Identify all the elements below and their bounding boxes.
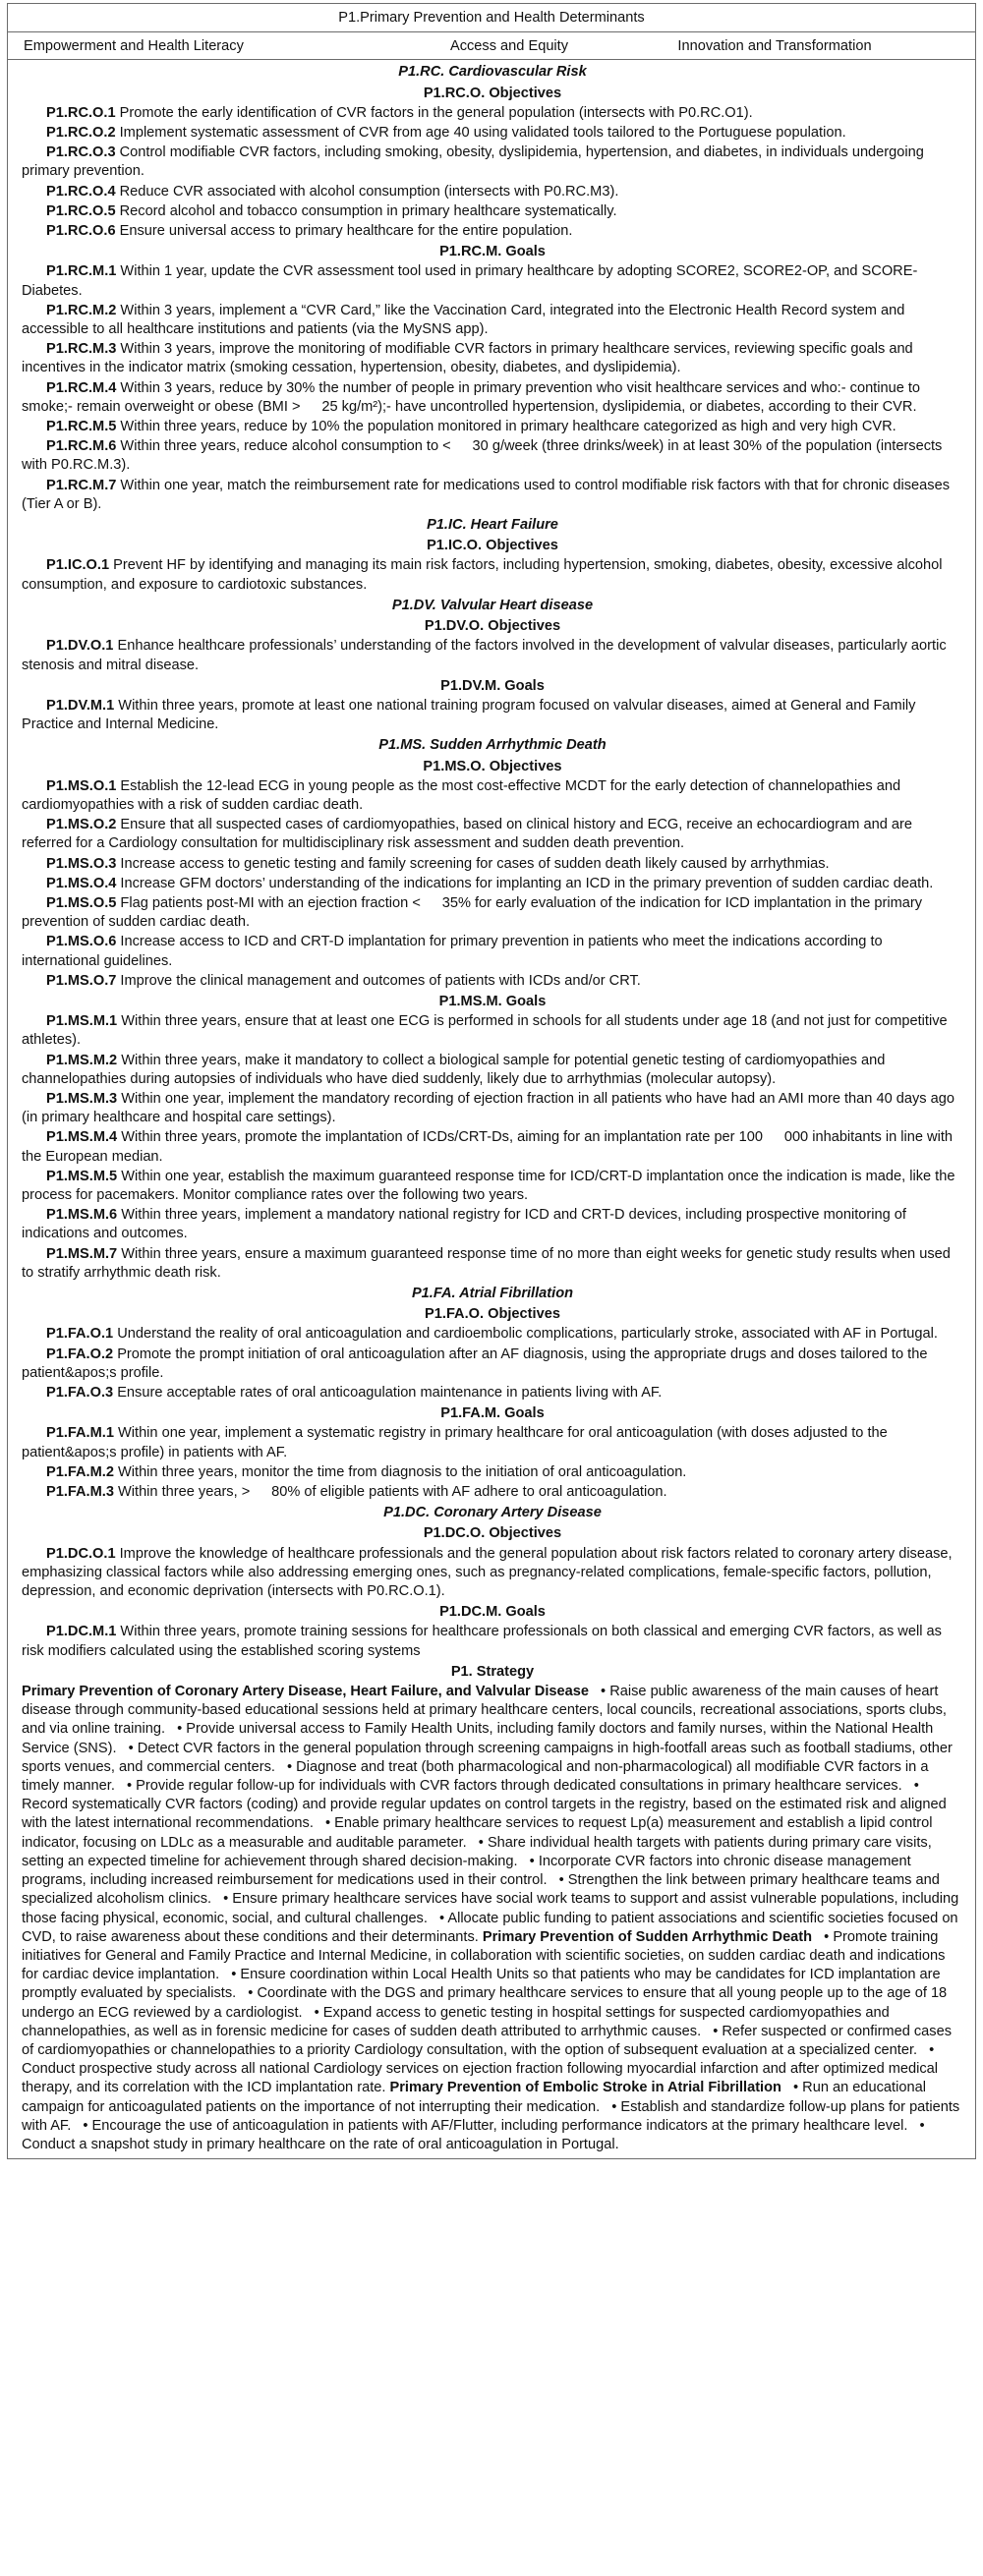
section-title: P1.DV. Valvular Heart disease xyxy=(391,597,594,613)
bullet-dot-icon: • xyxy=(529,1853,539,1869)
item-text: Increase access to genetic testing and family screening for cases of sudden death likely caused by arrhythmias. xyxy=(116,855,830,872)
bullet-text: Encourage the use of anticoagulation in patients with AF/Flutter, including performance indicators at the primary healthcare level. xyxy=(91,2117,908,2134)
bullet-text: Expand access to genetic testing in hospital settings for suspected cardiomyopathies and channelopathies, as well as in forensic medicine for cases of sudden death attributed to arrhythmic causes. xyxy=(22,2004,890,2039)
bullet-text: Ensure primary healthcare services have social work teams to support and assist vulnerable populations, including those facing physical, economic, social, and cultural challenges. xyxy=(22,1891,959,1926)
bullet-text: Allocate public funding to patient associations and scientific societies focused on CVD, to raise awareness about these conditions and their determinants. xyxy=(22,1910,958,1945)
item-code: P1.RC.O.2 xyxy=(46,125,116,142)
item-text: Control modifiable CVR factors, including smoking, obesity, dyslipidemia, hypertension, and diabetes, in individuals undergoing primary prevention. xyxy=(22,144,924,180)
section-title: P1.DC. Coronary Artery Disease xyxy=(383,1505,602,1521)
item-code: P1.IC.O.1 xyxy=(46,557,110,574)
list-item xyxy=(22,1128,963,1166)
item-text: Within 3 years, implement a “CVR Card,” like the Vaccination Card, integrated into the Electronic Health Record system and accessible to all healthcare institutions and patients (via the MySNS app). xyxy=(22,302,905,338)
subsection-heading: P1.FA.O. Objectives xyxy=(425,1306,560,1323)
item-code: P1.RC.M.1 xyxy=(46,263,117,280)
bullet-dot-icon: • xyxy=(601,1684,610,1700)
item-code: P1.MS.M.2 xyxy=(46,1052,118,1068)
bullet-dot-icon: • xyxy=(287,1758,297,1775)
item-code: P1.FA.M.3 xyxy=(46,1484,114,1501)
item-code: P1.RC.O.5 xyxy=(46,202,116,219)
item-text: Implement systematic assessment of CVR from age 40 using validated tools tailored to the Portuguese population. xyxy=(115,125,846,142)
list-item xyxy=(22,556,963,594)
item-text: Within three years, reduce alcohol consumption to < 30 g/week (three drinks/week) in at least 30% of the population (intersects with P0.RC.M.3). xyxy=(22,438,943,474)
item-text: Flag patients post-MI with an ejection fraction < 35% for early evaluation of the indication for ICD implantation in the primary prevention of sudden cardiac death. xyxy=(22,894,923,931)
item-code: P1.MS.M.3 xyxy=(46,1090,118,1107)
strategy-block-title: Primary Prevention of Embolic Stroke in Atrial Fibrillation xyxy=(389,2080,781,2096)
list-item xyxy=(22,143,963,181)
item-code: P1.MS.O.1 xyxy=(46,777,117,794)
item-text: Increase access to ICD and CRT-D implantation for primary prevention in patients who meet the indications according to international guidelines. xyxy=(22,934,883,969)
item-text: Within 3 years, reduce by 30% the number of people in primary prevention who visit healthcare services and who:- continue to smoke;- remain overweight or obese (BMI > 25 kg/m²);- have uncontrolled hypertension, dyslipidemia, or diabetes, according to their CVR. xyxy=(22,379,921,415)
list-item xyxy=(22,1168,963,1205)
item-code: P1.RC.O.3 xyxy=(46,144,116,161)
item-code: P1.RC.M.5 xyxy=(46,419,117,435)
section-title: P1.MS. Sudden Arrhythmic Death xyxy=(378,737,607,754)
bullet-text: Provide universal access to Family Health Units, including family doctors and family nurses, within the National Health Service (SNS). xyxy=(22,1721,934,1756)
item-code: P1.DV.M.1 xyxy=(46,697,115,714)
item-code: P1.MS.O.7 xyxy=(46,972,117,989)
list-item xyxy=(22,124,963,143)
item-text: Within three years, promote at least one national training program focused on valvular diseases, aimed at General and Family Practice and Internal Medicine. xyxy=(22,697,916,733)
strategy-block-title: Primary Prevention of Sudden Arrhythmic Death xyxy=(482,1928,813,1945)
section-title: P1.RC. Cardiovascular Risk xyxy=(398,64,587,81)
list-item xyxy=(22,183,963,201)
item-code: P1.MS.O.3 xyxy=(46,855,117,872)
item-text: Ensure that all suspected cases of cardiomyopathies, based on clinical history and ECG, receive an echocardiogram and are referred for a Cardiology consultation for multidisciplinary risk assessment and sudden death prevention. xyxy=(22,817,912,852)
bullet-dot-icon: • xyxy=(929,2041,935,2058)
bullet-dot-icon: • xyxy=(478,1834,488,1851)
item-text: Within three years, promote the implantation of ICDs/CRT-Ds, aiming for an implantation rate per 100 000 inhabitants in line with the European median. xyxy=(22,1129,954,1165)
list-item xyxy=(22,262,963,300)
list-item xyxy=(22,972,963,991)
list-item xyxy=(22,379,963,417)
list-item xyxy=(22,1384,963,1402)
bullet-text: Diagnose and treat (both pharmacological and non-pharmacological) all modifiable CVR factors in a timely manner. xyxy=(22,1758,929,1795)
bullet-dot-icon: • xyxy=(793,2080,803,2096)
item-code: P1.MS.M.1 xyxy=(46,1013,118,1030)
list-item xyxy=(22,855,963,874)
bullet-item xyxy=(119,1778,902,1794)
bullet-text: Provide regular follow-up for individuals with CVR factors through dedicated consultations in primary healthcare services. xyxy=(136,1778,902,1795)
bullet-text: Run an educational campaign for anticoagulated patients on the importance of not interrupting their medication. xyxy=(22,2080,926,2115)
item-code: P1.FA.O.1 xyxy=(46,1326,114,1343)
list-item xyxy=(22,933,963,970)
item-text: Within three years, monitor the time from diagnosis to the initiation of oral anticoagulation. xyxy=(113,1463,687,1480)
bullet-text: Ensure coordination within Local Health Units so that patients who may be candidates for ICD implantation are promptly evaluated by specialists. xyxy=(22,1967,941,2002)
bullet-dot-icon: • xyxy=(231,1967,241,1983)
subsection-heading: P1.MS.M. Goals xyxy=(438,993,547,1009)
bullet-text: Conduct prospective study across all national Cardiology services on ejection fraction following myocardial infarction and after optimized medical therapy, and its correlation with the ICD implantation rate. xyxy=(22,2061,939,2096)
item-text: Within three years, promote training sessions for healthcare professionals on both classical and emerging CVR factors, as well as risk modifiers calculated using the established scoring systems xyxy=(22,1624,942,1659)
list-item xyxy=(22,1424,963,1461)
item-code: P1.RC.M.4 xyxy=(46,379,117,396)
bullet-text: Establish and standardize follow-up plans for patients with AF. xyxy=(22,2098,960,2134)
document-title: P1.Primary Prevention and Health Determinants xyxy=(8,4,975,32)
item-text: Promote the early identification of CVR factors in the general population (intersects with P0.RC.O1). xyxy=(115,104,753,121)
item-code: P1.MS.M.6 xyxy=(46,1207,118,1224)
list-item xyxy=(22,1090,963,1127)
strategy-block-title: Primary Prevention of Coronary Artery Disease, Heart Failure, and Valvular Disease xyxy=(22,1684,589,1700)
bullet-dot-icon: • xyxy=(223,1891,233,1908)
item-code: P1.MS.O.2 xyxy=(46,817,117,833)
list-item xyxy=(22,1545,963,1602)
strategy-paragraph xyxy=(22,1683,963,2154)
item-code: P1.RC.M.7 xyxy=(46,477,117,493)
list-item xyxy=(22,875,963,893)
item-code: P1.FA.M.1 xyxy=(46,1425,114,1442)
item-text: Within three years, ensure a maximum guaranteed response time of no more than eight weeks for genetic study results when used to stratify arrhythmic death risk. xyxy=(22,1245,951,1281)
item-text: Prevent HF by identifying and managing its main risk factors, including hypertension, smoking, diabetes, obesity, excessive alcohol consumption, and exposure to cardiotoxic substances. xyxy=(22,557,943,593)
item-text: Improve the knowledge of healthcare professionals and the general population about risk factors related to coronary artery disease, emphasizing classical factors while also addressing emerging ones, such as pregnancy-related complications, female-specific factors, pollution, depression, and economic deprivation (intersects with P0.RC.O.1). xyxy=(22,1545,953,1600)
list-item xyxy=(22,418,963,436)
document-table xyxy=(7,3,976,2159)
list-item xyxy=(22,1463,963,1482)
bullet-text: Detect CVR factors in the general population through screening campaigns in high-footfall areas such as football stadiums, other sports venues, and commercial centers. xyxy=(22,1740,953,1775)
item-code: P1.RC.M.2 xyxy=(46,302,117,318)
list-item xyxy=(22,1012,963,1050)
list-item xyxy=(22,1345,963,1383)
item-code: P1.MS.O.4 xyxy=(46,875,117,891)
item-code: P1.FA.O.2 xyxy=(46,1345,114,1362)
subsection-heading: P1.DV.M. Goals xyxy=(440,677,545,694)
bullet-dot-icon: • xyxy=(913,1778,919,1795)
item-text: Within three years, ensure that at least one ECG is performed in schools for all students under age 18 (and not just for competitive athletes). xyxy=(22,1013,948,1049)
section-title: P1.IC. Heart Failure xyxy=(427,517,558,534)
pillar-innovation: Innovation and Transformation xyxy=(677,38,872,55)
item-code: P1.MS.M.4 xyxy=(46,1129,118,1146)
bullet-text: Raise public awareness of the main causes of heart disease through community-based educational sessions held at primary healthcare centers, local councils, recreational associations, sports clubs, and via online training. xyxy=(22,1684,947,1738)
subsection-heading: P1.RC.O. Objectives xyxy=(423,85,562,101)
bullet-dot-icon: • xyxy=(713,2023,723,2039)
item-text: Within three years, make it mandatory to collect a biological sample for potential genetic testing of cardiomyopathies and channelopathies during autopsies of individuals who have died suddenly, likely due to arrhythmias (molecular autopsy). xyxy=(22,1052,886,1087)
item-code: P1.RC.O.1 xyxy=(46,104,116,121)
subsection-heading: P1.MS.O. Objectives xyxy=(423,758,562,774)
subsection-heading: P1.RC.M. Goals xyxy=(439,244,546,260)
bullet-dot-icon: • xyxy=(919,2117,925,2134)
pillar-empowerment: Empowerment and Health Literacy xyxy=(24,38,244,55)
list-item xyxy=(22,1052,963,1089)
list-item xyxy=(22,477,963,514)
item-text: Within three years, implement a mandatory national registry for ICD and CRT-D devices, including prospective monitoring of indications and outcomes. xyxy=(22,1207,906,1242)
bullet-text: Share individual health targets with patients during primary care visits, setting an expected timeline for achievement through shared decision-making. xyxy=(22,1834,932,1869)
list-item xyxy=(22,1623,963,1660)
item-code: P1.MS.M.5 xyxy=(46,1168,118,1184)
list-item xyxy=(22,894,963,932)
item-code: P1.DV.O.1 xyxy=(46,638,114,655)
bullet-dot-icon: • xyxy=(177,1721,187,1738)
item-text: Within three years, > 80% of eligible patients with AF adhere to oral anticoagulation. xyxy=(113,1484,667,1501)
bullet-text: Conduct a snapshot study in primary healthcare on the rate of oral anticoagulation in Portugal. xyxy=(22,2136,619,2152)
bullet-text: Coordinate with the DGS and primary healthcare services to ensure that all young people up to the age of 18 undergo an ECG reviewed by a cardiologist. xyxy=(22,1985,948,2021)
list-item xyxy=(22,1483,963,1502)
bullet-text: Promote training initiatives for General and Family Practice and Internal Medicine, in collaboration with scientific societies, on sudden cardiac death and indications for cardiac device implantation. xyxy=(22,1928,946,1983)
document-body xyxy=(8,60,975,2158)
item-text: Ensure acceptable rates of oral anticoagulation maintenance in patients living with AF. xyxy=(113,1385,663,1402)
list-item xyxy=(22,437,963,475)
list-item xyxy=(22,340,963,377)
subsection-heading: P1.DC.M. Goals xyxy=(439,1604,546,1621)
bullet-dot-icon: • xyxy=(128,1740,138,1756)
item-text: Within one year, establish the maximum guaranteed response time for ICD/CRT-D implantation once the indication is made, like the process for pacemakers. Monitor compliance rates over the following two years. xyxy=(22,1168,955,1203)
list-item xyxy=(22,697,963,734)
list-item xyxy=(22,202,963,221)
item-code: P1.MS.O.6 xyxy=(46,934,117,950)
list-item xyxy=(22,104,963,123)
subsection-heading: P1.DC.O. Objectives xyxy=(423,1525,562,1542)
strategy-heading: P1. Strategy xyxy=(450,1663,535,1680)
item-text: Establish the 12-lead ECG in young people as the most cost-effective MCDT for the early detection of channelopathies and cardiomyopathies with a risk of sudden cardiac death. xyxy=(22,777,901,813)
subsection-heading: P1.DV.O. Objectives xyxy=(424,618,561,635)
list-item xyxy=(22,302,963,339)
item-text: Within one year, implement a systematic registry in primary healthcare for oral anticoagulation (with doses adjusted to the patient&apos;s profile) in patients with AF. xyxy=(22,1425,888,1460)
item-code: P1.DC.M.1 xyxy=(46,1624,117,1640)
bullet-text: Record systematically CVR factors (coding) and provide regular updates on control targets in the registry, based on the estimated risk and aligned with the latest international recommendations. xyxy=(22,1797,947,1832)
item-text: Within one year, match the reimbursement rate for medications used to control modifiable risk factors with that for chronic diseases (Tier A or B). xyxy=(22,477,951,512)
list-item xyxy=(22,637,963,674)
item-text: Enhance healthcare professionals’ understanding of the factors involved in the development of valvular diseases, particularly aortic stenosis and mitral disease. xyxy=(22,638,947,673)
bullet-dot-icon: • xyxy=(248,1985,258,2002)
item-code: P1.RC.O.4 xyxy=(46,183,116,200)
list-item xyxy=(22,1245,963,1283)
bullet-dot-icon: • xyxy=(611,2098,621,2115)
bullet-dot-icon: • xyxy=(126,1778,137,1795)
bullet-text: Refer suspected or confirmed cases of cardiomyopathies or channelopathies to a priority Cardiology consultation, with the option of subsequent evaluation at a specialized center. xyxy=(22,2023,952,2058)
item-code: P1.FA.M.2 xyxy=(46,1463,114,1480)
item-text: Within 1 year, update the CVR assessment tool used in primary healthcare by adopting SCORE2, SCORE2-OP, and SCORE-Diabetes. xyxy=(22,263,918,299)
list-item xyxy=(22,777,963,815)
item-code: P1.FA.O.3 xyxy=(46,1385,114,1402)
subsection-heading: P1.IC.O. Objectives xyxy=(427,538,558,554)
bullet-item xyxy=(75,2118,907,2134)
bullet-text: Incorporate CVR factors into chronic disease management programs, including increased reimbursement for medications used in their control. xyxy=(22,1853,911,1889)
pillars-row xyxy=(8,32,975,60)
list-item xyxy=(22,1325,963,1344)
item-code: P1.DC.O.1 xyxy=(46,1545,116,1562)
item-code: P1.MS.M.7 xyxy=(46,1245,118,1262)
item-text: Understand the reality of oral anticoagulation and cardioembolic complications, particularly stroke, associated with AF in Portugal. xyxy=(113,1326,938,1343)
bullet-dot-icon: • xyxy=(824,1928,834,1945)
item-text: Within three years, reduce by 10% the population monitored in primary healthcare categorized as high and very high CVR. xyxy=(116,419,896,435)
pillar-access: Access and Equity xyxy=(449,38,569,55)
item-text: Within 3 years, improve the monitoring of modifiable CVR factors in primary healthcare services, reviewing specific goals and incentives in the indicator matrix (smoking cessation, hypertension, obesity, diabetes, and dyslipidemia). xyxy=(22,341,913,376)
bullet-text: Strengthen the link between primary healthcare teams and specialized alcoholism clinics. xyxy=(22,1872,940,1908)
list-item xyxy=(22,816,963,853)
bullet-dot-icon: • xyxy=(438,1910,448,1926)
list-item xyxy=(22,1206,963,1243)
item-code: P1.RC.O.6 xyxy=(46,223,116,240)
bullet-dot-icon: • xyxy=(314,2004,323,2021)
section-title: P1.FA. Atrial Fibrillation xyxy=(411,1286,574,1301)
item-text: Promote the prompt initiation of oral anticoagulation after an AF diagnosis, using the appropriate drugs and doses tailored to the patient&apos;s profile. xyxy=(22,1345,928,1381)
item-text: Reduce CVR associated with alcohol consumption (intersects with P0.RC.M3). xyxy=(115,183,619,200)
item-text: Within one year, implement the mandatory recording of ejection fraction in all patients who have had an AMI more than 40 days ago (in primary healthcare and hospital care settings). xyxy=(22,1090,954,1126)
bullet-dot-icon: • xyxy=(83,2117,92,2134)
bullet-dot-icon: • xyxy=(324,1815,335,1832)
bullet-dot-icon: • xyxy=(558,1872,568,1889)
item-text: Improve the clinical management and outcomes of patients with ICDs and/or CRT. xyxy=(116,972,641,989)
item-code: P1.RC.M.6 xyxy=(46,438,117,455)
subsection-heading: P1.FA.M. Goals xyxy=(440,1405,545,1422)
item-code: P1.MS.O.5 xyxy=(46,894,117,911)
item-text: Ensure universal access to primary healthcare for the entire population. xyxy=(115,223,573,240)
item-text: Record alcohol and tobacco consumption in primary healthcare systematically. xyxy=(115,202,617,219)
list-item xyxy=(22,222,963,241)
bullet-text: Enable primary healthcare services to request Lp(a) measurement and establish a lipid control indicator, focusing on LDLc as a measurable and auditable parameter. xyxy=(22,1815,933,1851)
item-text: Increase GFM doctors’ understanding of the indications for implanting an ICD in the primary prevention of sudden cardiac death. xyxy=(116,875,934,891)
item-code: P1.RC.M.3 xyxy=(46,341,117,358)
